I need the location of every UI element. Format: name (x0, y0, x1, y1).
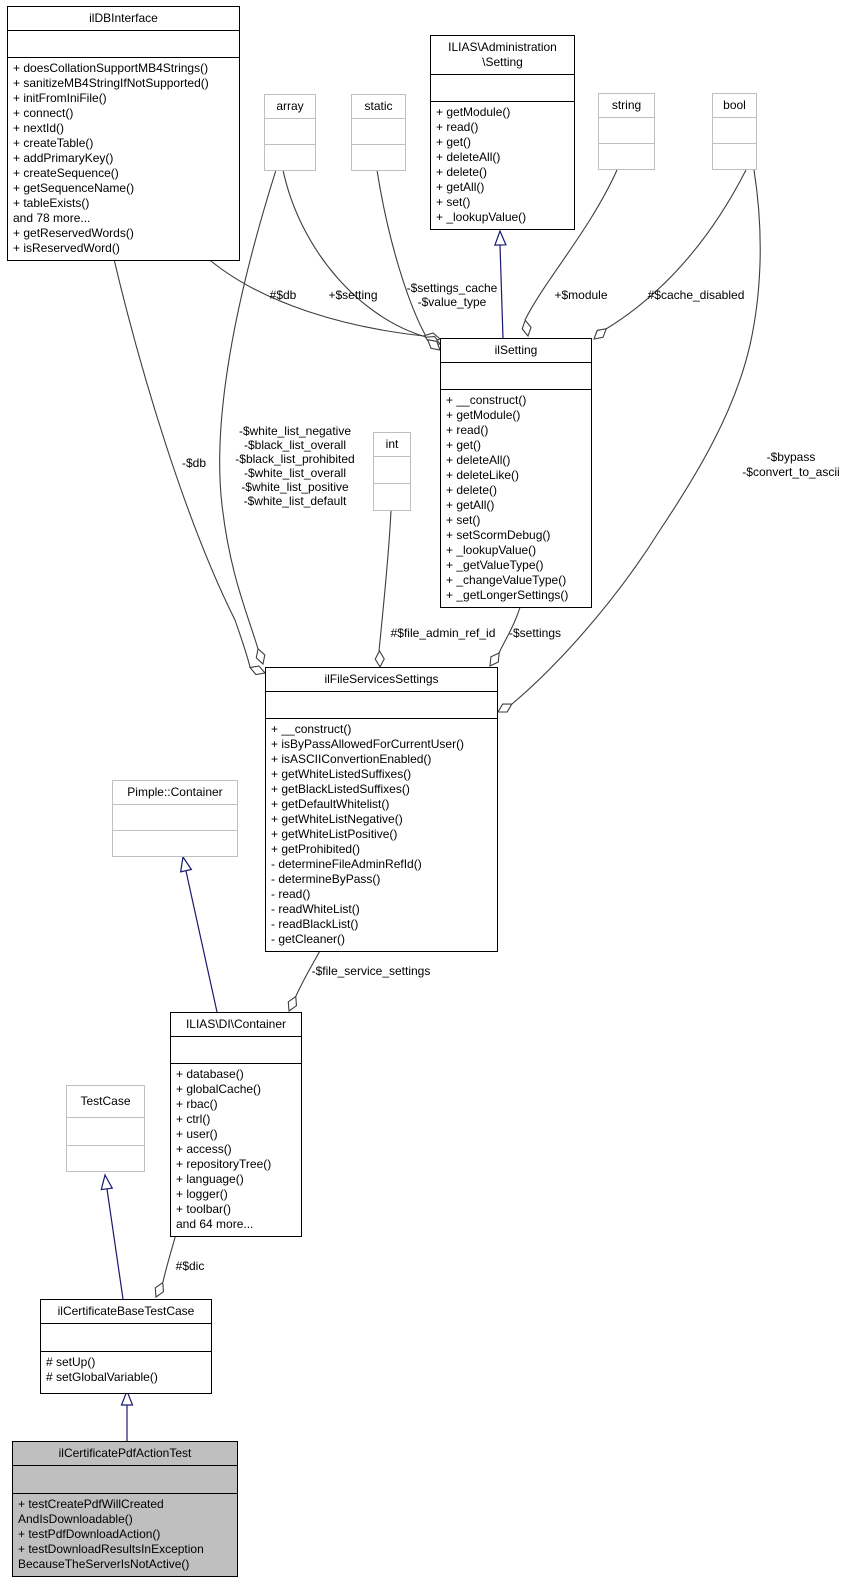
class-box-ildbinterface[interactable] (7, 6, 240, 261)
text-line: + nextId() (13, 121, 65, 135)
class-title (171, 1013, 301, 1036)
class-box-ilias-administration-setting[interactable] (430, 35, 575, 230)
class-methods (431, 101, 574, 229)
text-line: -$file_service_settings (311, 964, 431, 978)
text-line: -$white_list_overall (243, 466, 347, 480)
text-line: #$file_admin_ref_id (390, 626, 496, 640)
edge-label-settings-cache (398, 281, 506, 309)
text-line: + _getLongerSettings() (446, 588, 569, 602)
class-attributes (266, 691, 497, 718)
aggregation-diamond (496, 700, 514, 716)
text-line: + get() (436, 135, 472, 149)
class-methods (599, 143, 654, 169)
text-line: -$bypass (766, 450, 816, 464)
text-line: - read() (271, 887, 311, 901)
text-line: + language() (176, 1172, 244, 1186)
class-methods (171, 1063, 301, 1236)
class-box-bool (712, 93, 757, 170)
text-line: + _changeValueType() (446, 573, 567, 587)
text-line: + read() (436, 120, 479, 134)
class-title (67, 1086, 144, 1117)
class-methods (713, 143, 756, 169)
text-line: -$value_type (417, 295, 487, 309)
class-title (599, 94, 654, 117)
text-line: + getWhiteListedSuffixes() (271, 767, 412, 781)
edge-db-to-ilsetting (204, 255, 424, 336)
class-methods (67, 1145, 144, 1171)
edge-label-white-lists (224, 424, 366, 508)
class-attributes (41, 1323, 211, 1351)
text-line: + _getValueType() (446, 558, 544, 572)
class-methods (441, 389, 591, 607)
aggregation-diamond (521, 319, 533, 336)
text-line: + get() (446, 438, 482, 452)
text-line: and 78 more... (13, 211, 91, 225)
class-box-static (351, 94, 406, 171)
text-line: + createSequence() (13, 166, 119, 180)
class-attributes (171, 1036, 301, 1063)
class-attributes (713, 117, 756, 143)
text-line: + createTable() (13, 136, 94, 150)
text-line: + set() (446, 513, 481, 527)
text-line: \Setting (482, 55, 523, 69)
text-line: + deleteLike() (446, 468, 520, 482)
class-box-pimple-container (112, 780, 238, 857)
class-methods (113, 830, 237, 856)
aggregation-diamond (591, 325, 609, 342)
class-methods (374, 483, 410, 510)
text-line: + deleteAll() (446, 453, 511, 467)
text-line: - determineByPass() (271, 872, 381, 886)
edge-label-setting-member (320, 288, 386, 302)
class-title (374, 433, 410, 456)
text-line: + delete() (436, 165, 488, 179)
inheritance-arrow (178, 856, 192, 872)
class-attributes (431, 74, 574, 101)
edge-label-module (546, 288, 616, 302)
text-line: + doesCollationSupportMB4Strings() (13, 61, 209, 75)
text-line: string (611, 98, 642, 112)
text-line: +$setting (328, 288, 378, 302)
text-line: -$white_list_positive (241, 480, 349, 494)
text-line: ILIAS\DI\Container (185, 1017, 287, 1031)
text-line: # setGlobalVariable() (46, 1370, 158, 1384)
text-line: -$settings (508, 626, 562, 640)
class-methods (41, 1351, 211, 1393)
edge-label-settings (504, 626, 566, 640)
class-attributes (352, 118, 405, 144)
text-line: + getModule() (446, 408, 521, 422)
text-line: # setUp() (46, 1355, 96, 1369)
text-line: -$black_list_overall (243, 438, 347, 452)
class-attributes (374, 456, 410, 483)
class-attributes (265, 118, 315, 144)
text-line: + getSequenceName() (13, 181, 135, 195)
text-line: ILIAS\Administration (448, 40, 557, 54)
aggregation-diamond (254, 647, 268, 665)
class-title (441, 339, 591, 362)
class-attributes (8, 30, 239, 57)
text-line: ilCertificatePdfActionTest (58, 1446, 192, 1460)
text-line: + isReservedWord() (13, 241, 120, 255)
class-title (266, 668, 497, 691)
text-line: -$white_list_default (243, 494, 347, 508)
text-line: and 64 more... (176, 1217, 254, 1231)
edge-basetestcase-inherits (107, 1189, 123, 1299)
edge-array-to-ilsetting (283, 170, 426, 337)
text-line: + getAll() (446, 498, 495, 512)
class-box-ilfileservicessettings[interactable] (265, 667, 498, 952)
text-line: + getWhiteListPositive() (271, 827, 398, 841)
class-title (352, 95, 405, 118)
text-line: + testCreatePdfWillCreated (18, 1497, 164, 1511)
text-line: + getDefaultWhitelist() (271, 797, 390, 811)
edge-label-dic (168, 1259, 212, 1273)
text-line: -$settings_cache (406, 281, 498, 295)
text-line: + _lookupValue() (436, 210, 527, 224)
class-box-string (598, 93, 655, 170)
class-title (8, 7, 239, 30)
text-line: BecauseTheServerIsNotActive() (18, 1557, 190, 1571)
edge-dicontainer-to-basetestcase (163, 1234, 176, 1282)
class-title (113, 781, 237, 804)
text-line: TestCase (80, 1094, 131, 1108)
text-line: + repositoryTree() (176, 1157, 272, 1171)
class-title (431, 36, 574, 74)
edge-static-to-ilsetting (377, 170, 428, 340)
text-line: - getCleaner() (271, 932, 346, 946)
text-line: + access() (176, 1142, 232, 1156)
text-line: + connect() (13, 106, 74, 120)
class-methods (13, 1493, 237, 1576)
edge-bool-to-ilsetting (606, 170, 746, 329)
text-line: + testDownloadResultsInException (18, 1542, 204, 1556)
class-box-ilcertificatepdfactiontest (12, 1441, 238, 1577)
edge-label-file-service-settings (303, 964, 439, 978)
edge-label-cache-disabled (640, 288, 752, 302)
aggregation-diamond (486, 650, 503, 668)
text-line: - readWhiteList() (271, 902, 360, 916)
edge-label-db-to-ilsetting (260, 288, 306, 302)
text-line: + setScormDebug() (446, 528, 551, 542)
text-line: + globalCache() (176, 1082, 262, 1096)
aggregation-diamond (375, 651, 385, 667)
text-line: + isASCIIConvertionEnabled() (271, 752, 432, 766)
class-attributes (441, 362, 591, 389)
text-line: - readBlackList() (271, 917, 359, 931)
text-line: ilDBInterface (89, 11, 158, 25)
text-line: + user() (176, 1127, 218, 1141)
class-attributes (599, 117, 654, 143)
text-line: + testPdfDownloadAction() (18, 1527, 161, 1541)
aggregation-diamond (152, 1281, 167, 1299)
text-line: + database() (176, 1067, 244, 1081)
class-box-int (373, 432, 411, 511)
text-line: + tableExists() (13, 196, 90, 210)
inheritance-arrow (495, 231, 506, 245)
text-line: + deleteAll() (436, 150, 501, 164)
text-line: ilSetting (494, 343, 538, 357)
inheritance-arrow (100, 1174, 113, 1189)
class-box-array (264, 94, 316, 171)
text-line: #$db (269, 288, 297, 302)
text-line: + delete() (446, 483, 498, 497)
text-line: + initFromIniFile() (13, 91, 107, 105)
text-line: + logger() (176, 1187, 228, 1201)
edge-label-bypass (730, 450, 852, 480)
text-line: + getReservedWords() (13, 226, 134, 240)
edge-label-db-to-fileservices (176, 456, 212, 470)
text-line: static (364, 99, 393, 113)
text-line: + addPrimaryKey() (13, 151, 114, 165)
text-line: #$cache_disabled (647, 288, 745, 302)
text-line: -$black_list_prohibited (235, 452, 355, 466)
class-attributes (67, 1117, 144, 1145)
text-line: ilCertificateBaseTestCase (57, 1304, 195, 1318)
text-line: array (276, 99, 304, 113)
text-line: + sanitizeMB4StringIfNotSupported() (13, 76, 209, 90)
text-line: + rbac() (176, 1097, 218, 1111)
text-line: + __construct() (446, 393, 527, 407)
text-line: ilFileServicesSettings (324, 672, 439, 686)
text-line: + ctrl() (176, 1112, 211, 1126)
class-methods (352, 144, 405, 170)
text-line: int (385, 437, 399, 451)
text-line: + getProhibited() (271, 842, 361, 856)
text-line: + isByPassAllowedForCurrentUser() (271, 737, 465, 751)
text-line: Pimple::Container (127, 785, 223, 799)
text-line: -$white_list_negative (238, 424, 352, 438)
class-title (265, 95, 315, 118)
text-line: + getBlackListedSuffixes() (271, 782, 410, 796)
text-line: + getWhiteListNegative() (271, 812, 403, 826)
text-line: -$db (181, 456, 207, 470)
text-line: + getModule() (436, 105, 511, 119)
text-line: +$module (554, 288, 608, 302)
text-line: + _lookupValue() (446, 543, 537, 557)
text-line: + set() (436, 195, 471, 209)
edge-dicontainer-inherits (186, 871, 217, 1012)
class-attributes (113, 804, 237, 830)
text-line: - determineFileAdminRefId() (271, 857, 422, 871)
text-line: AndIsDownloadable() (18, 1512, 133, 1526)
text-line: + read() (446, 423, 489, 437)
class-methods (265, 144, 315, 170)
aggregation-diamond (248, 663, 266, 677)
class-box-testcase (66, 1085, 145, 1172)
aggregation-diamond (285, 995, 300, 1013)
text-line: + getAll() (436, 180, 485, 194)
text-line: + __construct() (271, 722, 352, 736)
class-methods (8, 57, 239, 260)
class-title (13, 1442, 237, 1465)
class-box-ilcertificatebasetestcase[interactable] (40, 1299, 212, 1394)
class-box-ilsetting[interactable] (440, 338, 592, 608)
edge-label-file-admin-ref-id (382, 626, 504, 640)
class-title (41, 1300, 211, 1323)
class-methods (266, 718, 497, 951)
class-attributes (13, 1465, 237, 1493)
text-line: -$convert_to_ascii (742, 465, 840, 479)
class-title (713, 94, 756, 117)
text-line: #$dic (175, 1259, 205, 1273)
class-box-ilias-di-container[interactable] (170, 1012, 302, 1237)
text-line: bool (723, 98, 746, 112)
text-line: + toolbar() (176, 1202, 232, 1216)
